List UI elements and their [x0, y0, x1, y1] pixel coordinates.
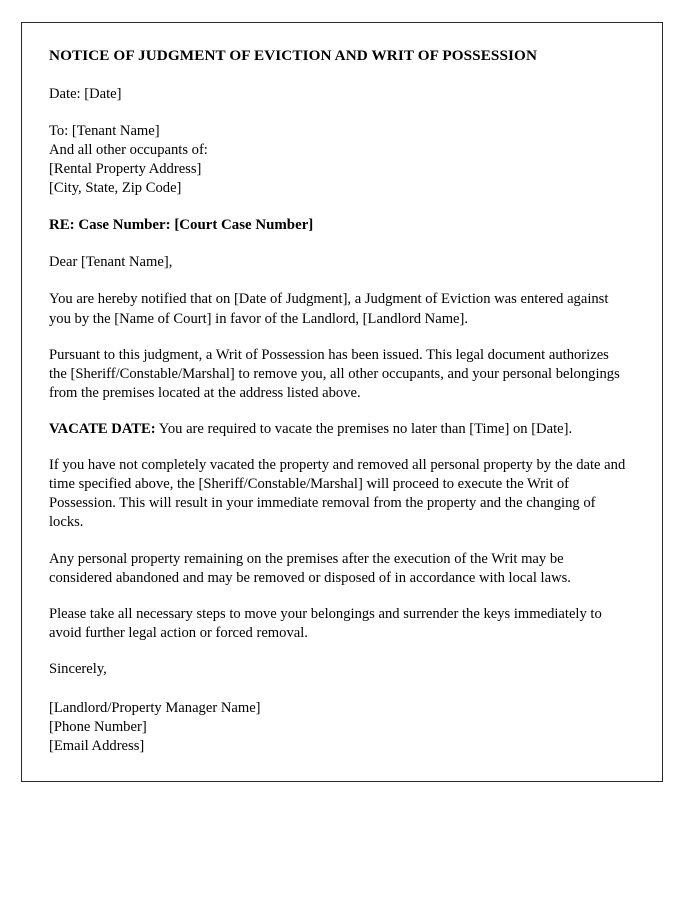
paragraph-abandonment: Any personal property remaining on the premises after the execution of the Writ may be considered abandoned and may be removed or disposed of in accordance with local laws. [49, 550, 571, 586]
recipient-address-line: [Rental Property Address] [49, 161, 202, 178]
case-number-line: RE: Case Number: [Court Case Number] [49, 217, 314, 234]
paragraph-writ: Pursuant to this judgment, a Writ of Possession has been issued. This legal document authorizes the [Sheriff/Constable/Marshal] to remove you, all other occupants, and your personal belongings from the premises located at the address listed above. [49, 346, 620, 401]
closing-line: Sincerely, [49, 660, 107, 677]
date-line: Date: [Date] [49, 86, 122, 103]
recipient-to-line: To: [Tenant Name] [49, 123, 160, 140]
signature-block [49, 699, 628, 756]
document-page [21, 22, 663, 782]
vacate-date-label: VACATE DATE: [49, 420, 156, 437]
paragraph-enforcement: If you have not completely vacated the property and removed all personal property by the date and time specified above, the [Sheriff/Constable/Marshal] will proceed to execute the Writ of Possession. This will result in your immediate removal from the property and the changing of locks. [49, 457, 626, 531]
salutation: Dear [Tenant Name], [49, 254, 173, 271]
paragraph-judgment: You are hereby notified that on [Date of Judgment], a Judgment of Eviction was entered against you by the [Name of Court] in favor of the Landlord, [Landlord Name]. [49, 291, 609, 327]
document-body [22, 23, 662, 756]
recipient-block [49, 122, 628, 198]
page-title: NOTICE OF JUDGMENT OF EVICTION AND WRIT OF POSSESSION [49, 47, 538, 64]
paragraph-request: Please take all necessary steps to move your belongings and surrender the keys immediately to avoid further legal action or forced removal. [49, 605, 602, 641]
recipient-occupants-line: And all other occupants of: [49, 142, 208, 159]
signature-phone-line: [Phone Number] [49, 718, 147, 735]
signature-name-line: [Landlord/Property Manager Name] [49, 699, 261, 716]
recipient-city-state-zip-line: [City, State, Zip Code] [49, 180, 182, 197]
vacate-date-paragraph [49, 420, 628, 439]
signature-email-line: [Email Address] [49, 737, 145, 754]
vacate-date-text: You are required to vacate the premises no later than [Time] on [Date]. [155, 420, 573, 437]
